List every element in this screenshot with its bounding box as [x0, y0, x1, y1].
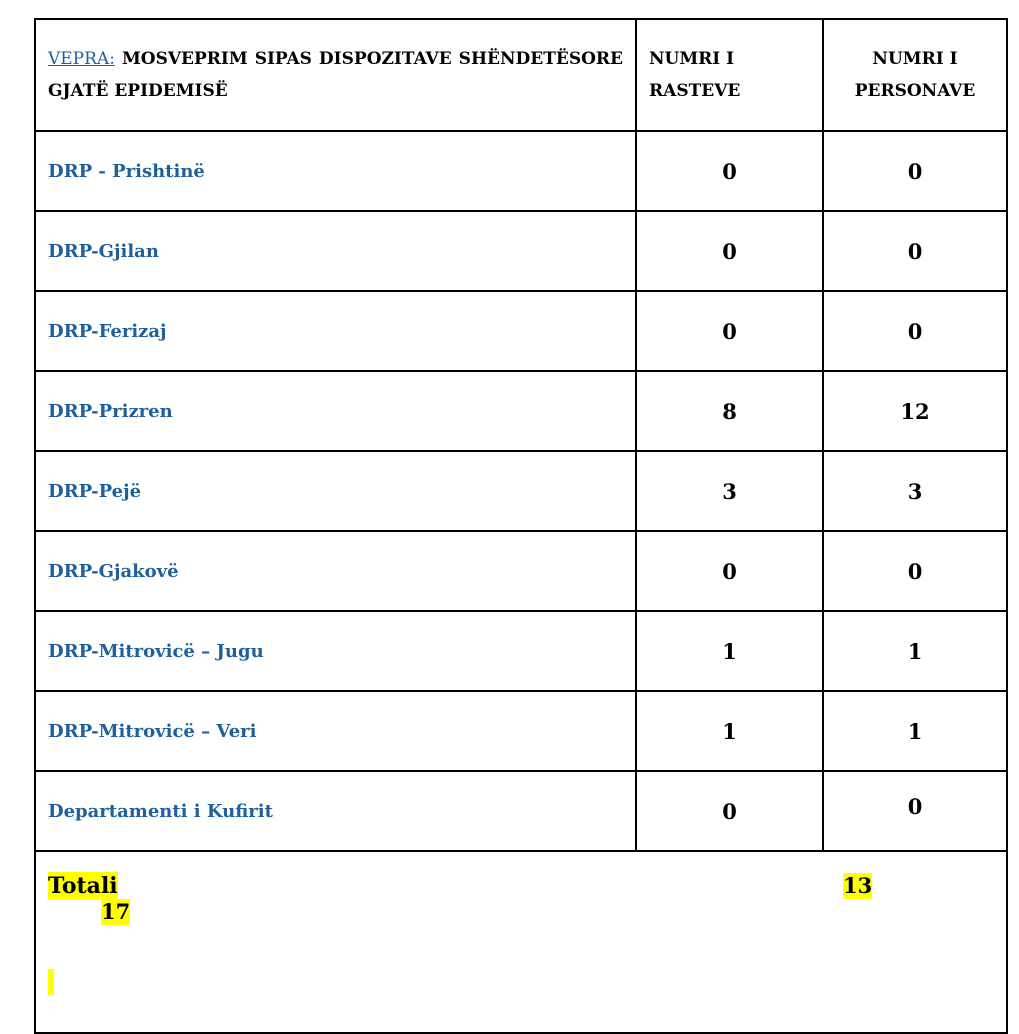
statistics-table — [34, 18, 1008, 1034]
table-row — [35, 291, 1007, 371]
cases-value: 0 — [636, 131, 823, 211]
cases-value: 1 — [636, 611, 823, 691]
cases-value: 0 — [636, 291, 823, 371]
persons-value: 12 — [823, 371, 1007, 451]
header-cases-cell — [636, 19, 823, 131]
table-row — [35, 531, 1007, 611]
persons-value: 3 — [823, 451, 1007, 531]
table-row — [35, 691, 1007, 771]
cases-value: 0 — [636, 531, 823, 611]
total-row — [35, 851, 1007, 1033]
table-row — [35, 451, 1007, 531]
region-name: DRP-Pejë — [35, 451, 636, 531]
cases-value: 3 — [636, 451, 823, 531]
header-cases-line2: RASTEVE — [649, 81, 741, 101]
region-name: DRP - Prishtinë — [35, 131, 636, 211]
region-name: DRP-Gjilan — [35, 211, 636, 291]
header-persons-cell — [823, 19, 1007, 131]
header-persons-line2: PERSONAVE — [854, 81, 976, 101]
cases-value: 0 — [636, 211, 823, 291]
header-cases-line1: NUMRI I — [649, 49, 735, 69]
cases-value: 1 — [636, 691, 823, 771]
cases-value: 8 — [636, 371, 823, 451]
persons-value: 1 — [823, 611, 1007, 691]
persons-value: 0 — [823, 131, 1007, 211]
table-header-row — [35, 19, 1007, 131]
total-cases-value: 17 — [101, 899, 131, 924]
region-name: DRP-Ferizaj — [35, 291, 636, 371]
vepra-label: VEPRA: — [48, 49, 115, 69]
region-name: DRP-Mitrovicë – Jugu — [35, 611, 636, 691]
region-name: DRP-Gjakovë — [35, 531, 636, 611]
table-row — [35, 211, 1007, 291]
total-cell — [35, 851, 1007, 1033]
table-row — [35, 371, 1007, 451]
table-row — [35, 771, 1007, 851]
region-name: DRP-Prizren — [35, 371, 636, 451]
table-row — [35, 611, 1007, 691]
highlight-marker — [48, 969, 54, 995]
cases-value: 0 — [636, 771, 823, 851]
persons-value: 0 — [823, 531, 1007, 611]
persons-value: 0 — [823, 291, 1007, 371]
table-row — [35, 131, 1007, 211]
header-offense-cell — [35, 19, 636, 131]
region-name: Departamenti i Kufirit — [35, 771, 636, 851]
region-name: DRP-Mitrovicë – Veri — [35, 691, 636, 771]
persons-value: 1 — [823, 691, 1007, 771]
total-label: Totali — [48, 873, 118, 899]
header-persons-line1: NUMRI I — [872, 49, 958, 69]
persons-value: 0 — [823, 211, 1007, 291]
vepra-title: MOSVEPRIM SIPAS DISPOZITAVE SHËNDETËSORE GJATË EPIDEMISË — [48, 49, 624, 101]
persons-value: 0 — [823, 771, 1007, 851]
total-persons-value: 13 — [843, 873, 873, 898]
